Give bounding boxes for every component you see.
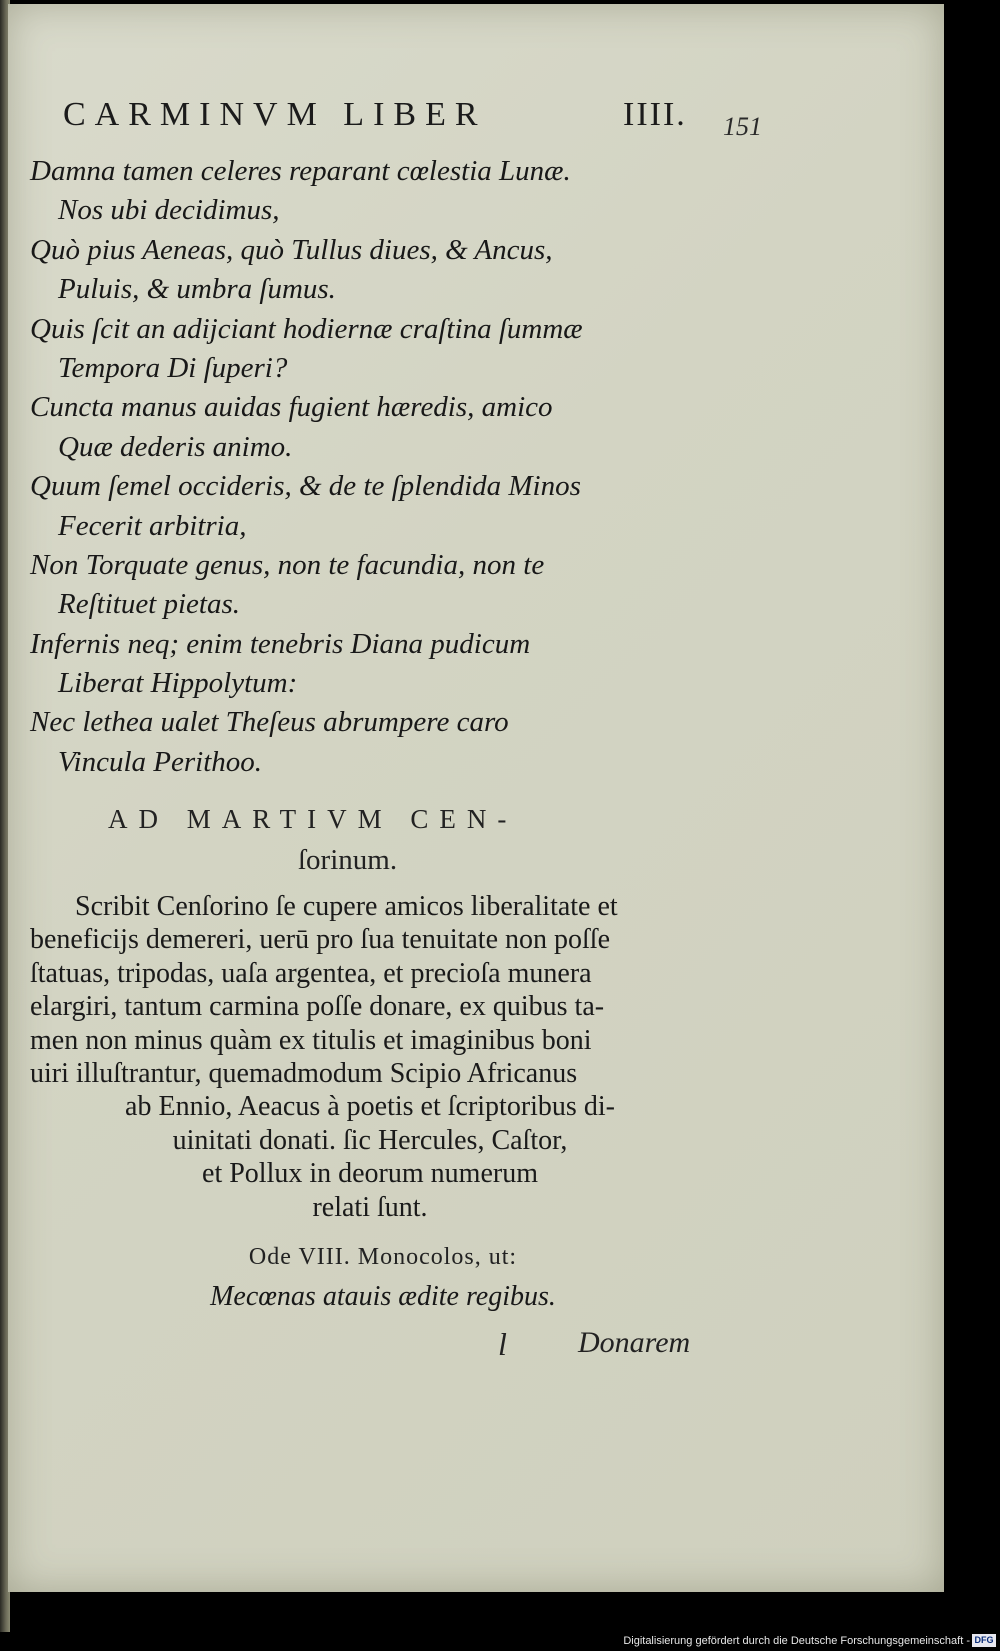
verse-line: Cuncta manus auidas fugient hæredis, amico	[30, 391, 553, 424]
verse-line: Vincula Perithoo.	[58, 745, 263, 778]
running-head-title: CARMINVM LIBER	[63, 96, 487, 133]
argument-line: et Pollux in deorum numerum	[202, 1158, 538, 1190]
verse-line: Liberat Hippolytum:	[58, 667, 298, 700]
verse-line: Nec lethea ualet Theſeus abrumpere caro	[30, 706, 509, 739]
argument-line: relati ſunt.	[312, 1191, 428, 1223]
ode-argument	[30, 890, 710, 1224]
verse-line: Nos ubi decidimus,	[58, 194, 280, 227]
argument-line: elargiri, tantum carmina poſſe donare, ex quibus ta-	[30, 991, 605, 1023]
book-page	[8, 4, 944, 1592]
argument-line: uinitati donati. ſic Hercules, Caſtor,	[172, 1124, 568, 1156]
running-head-book-number: IIII.	[623, 96, 687, 133]
dfg-logo: DFG	[972, 1634, 996, 1647]
verse-line: Puluis, & umbra ſumus.	[58, 273, 336, 306]
argument-line: beneficijs demereri, uerū pro ſua tenuitate non poſſe	[30, 924, 611, 956]
ode-meter-label: Ode VIII. Monocolos, ut:	[248, 1244, 518, 1270]
argument-line: Scribit Cenſorino ſe cupere amicos liberalitate et	[75, 891, 618, 922]
verse-line: Reſtituet pietas.	[58, 588, 241, 621]
verse-line: Quò pius Aeneas, quò Tullus diues, & Ancus,	[30, 233, 553, 266]
poem-text	[30, 152, 690, 792]
argument-line: men non minus quàm ex titulis et imaginibus boni	[30, 1024, 592, 1056]
verse-line: Damna tamen celeres reparant cœlestia Lunæ.	[30, 155, 571, 187]
verse-line: Quis ſcit an adijciant hodiernæ craſtina ſummæ	[30, 312, 583, 345]
verse-line: Quum ſemel occideris, & de te ſplendida Minos	[30, 470, 581, 503]
funding-notice: Digitalisierung gefördert durch die Deutsche Forschungsgemeinschaft -	[623, 1635, 970, 1647]
argument-line: ab Ennio, Aeacus à poetis et ſcriptoribus di-	[125, 1091, 615, 1123]
ode-heading: AD MARTIVM CEN-	[108, 804, 518, 834]
verse-line: Fecerit arbitria,	[58, 509, 247, 542]
ode-heading-continuation: ſorinum.	[298, 844, 398, 876]
page-number: 151	[723, 112, 762, 141]
verse-line: Tempora Di ſuperi?	[58, 351, 288, 384]
argument-line: ſtatuas, tripodas, uaſa argentea, et precioſa munera	[30, 957, 592, 989]
catchword: Donarem	[578, 1326, 691, 1359]
argument-line: uiri illuſtrantur, quemadmodum Scipio Africanus	[30, 1057, 578, 1089]
running-head	[63, 96, 703, 146]
meter-example-line: Mecœnas atauis ædite regibus.	[210, 1281, 556, 1312]
verse-line: Quæ dederis animo.	[58, 430, 293, 463]
signature-mark: l	[498, 1326, 507, 1362]
verse-line: Infernis neq; enim tenebris Diana pudicum	[30, 627, 531, 660]
verse-line: Non Torquate genus, non te facundia, non te	[30, 548, 545, 581]
